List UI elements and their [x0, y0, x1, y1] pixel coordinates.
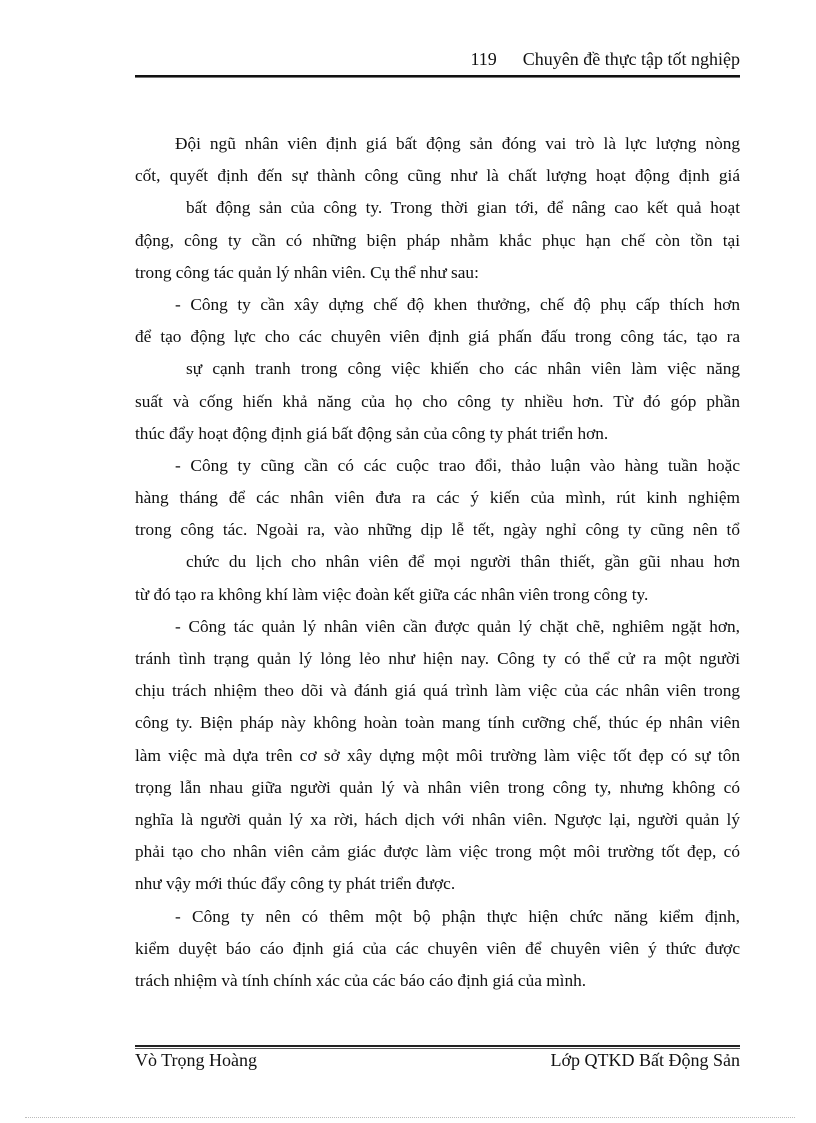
page-footer [135, 1050, 740, 1071]
header-rule [135, 75, 740, 78]
text-line: để tạo động lực cho các chuyên viên định giá phấn đấu trong công tác, tạo ra [135, 327, 740, 347]
header-title: Chuyên đề thực tập tốt nghiệp [522, 49, 740, 69]
text-line: Đội ngũ nhân viên định giá bất động sản đóng vai trò là lực lượng nòng [175, 134, 740, 153]
text-line: chức du lịch cho nhân viên để mọi người thân thiết, gần gũi nhau hơn [186, 552, 740, 572]
text-line: - Công ty cũng cần có các cuộc trao đổi, thảo luận vào hàng tuần hoặc [175, 455, 740, 475]
text-line: phải tạo cho nhân viên cảm giác được làm việc trong một môi trường tốt đẹp, có [135, 842, 740, 862]
text-line: trong công tác. Ngoài ra, vào những dịp lễ tết, ngày nghỉ công ty cũng nên tổ [135, 520, 740, 540]
text-line: trách nhiệm và tính chính xác của các báo cáo định giá của mình. [135, 970, 587, 990]
footer-class: Lớp QTKD Bất Động Sản [550, 1050, 740, 1070]
text-line: sự cạnh tranh trong công việc khiến cho các nhân viên làm việc năng [186, 359, 740, 379]
text-line: như vậy mới thúc đẩy công ty phát triển được. [135, 874, 456, 894]
text-line: nghĩa là người quản lý xa rời, hách dịch với nhân viên. Ngược lại, người quản lý [135, 809, 740, 829]
text-line: bất động sản của công ty. Trong thời gian tới, để nâng cao kết quả hoạt [186, 198, 740, 218]
footer-rule [135, 1045, 740, 1049]
text-line: chịu trách nhiệm theo dõi và đánh giá quá trình làm việc của các nhân viên trong [135, 681, 740, 701]
text-line: từ đó tạo ra không khí làm việc đoàn kết giữa các nhân viên trong công ty. [135, 584, 649, 604]
page-number: 119 [470, 49, 497, 69]
paragraph [135, 453, 740, 614]
text-line: động, công ty cần có những biện pháp nhằm khắc phục hạn chế còn tồn tại [135, 230, 740, 250]
text-line: trọng lẫn nhau giữa người quản lý và nhân viên trong công ty, nhưng không có [135, 777, 740, 797]
text-line: hàng tháng để các nhân viên đưa ra các ý kiến của mình, rút kinh nghiệm [135, 488, 740, 508]
text-line: làm việc mà dựa trên cơ sở xây dựng một môi trường làm việc tốt đẹp có sự tôn [135, 745, 740, 765]
text-line: kiểm duyệt báo cáo định giá của các chuyên viên để chuyên viên ý thức được [135, 938, 740, 958]
text-line: trong công tác quản lý nhân viên. Cụ thể như sau: [135, 262, 479, 282]
paragraph [135, 131, 740, 292]
document-body [135, 131, 740, 1000]
paragraph [135, 614, 740, 904]
text-line: suất và cống hiến khả năng của họ cho công ty nhiều hơn. Từ đó góp phần [135, 391, 740, 411]
text-line: tránh tình trạng quản lý lỏng lẻo như hiện nay. Công ty có thể cử ra một người [135, 649, 740, 668]
page-header [135, 49, 740, 70]
page-boundary [25, 1117, 795, 1118]
footer-author: Vò Trọng Hoàng [135, 1050, 258, 1070]
text-line: - Công ty cần xây dựng chế độ khen thưởng, chế độ phụ cấp thích hơn [175, 294, 740, 314]
paragraph [135, 292, 740, 453]
text-line: - Công tác quản lý nhân viên cần được quản lý chặt chẽ, nghiêm ngặt hơn, [175, 616, 740, 636]
text-line: công ty. Biện pháp này không hoàn toàn mang tính cưỡng chế, thúc ép nhân viên [135, 713, 740, 733]
text-line: cốt, quyết định đến sự thành công cũng như là chất lượng hoạt động định giá [135, 166, 740, 186]
paragraph [135, 904, 740, 1001]
text-line: - Công ty nên có thêm một bộ phận thực hiện chức năng kiểm định, [175, 906, 740, 926]
text-line: thúc đẩy hoạt động định giá bất động sản của công ty phát triển hơn. [135, 423, 609, 443]
